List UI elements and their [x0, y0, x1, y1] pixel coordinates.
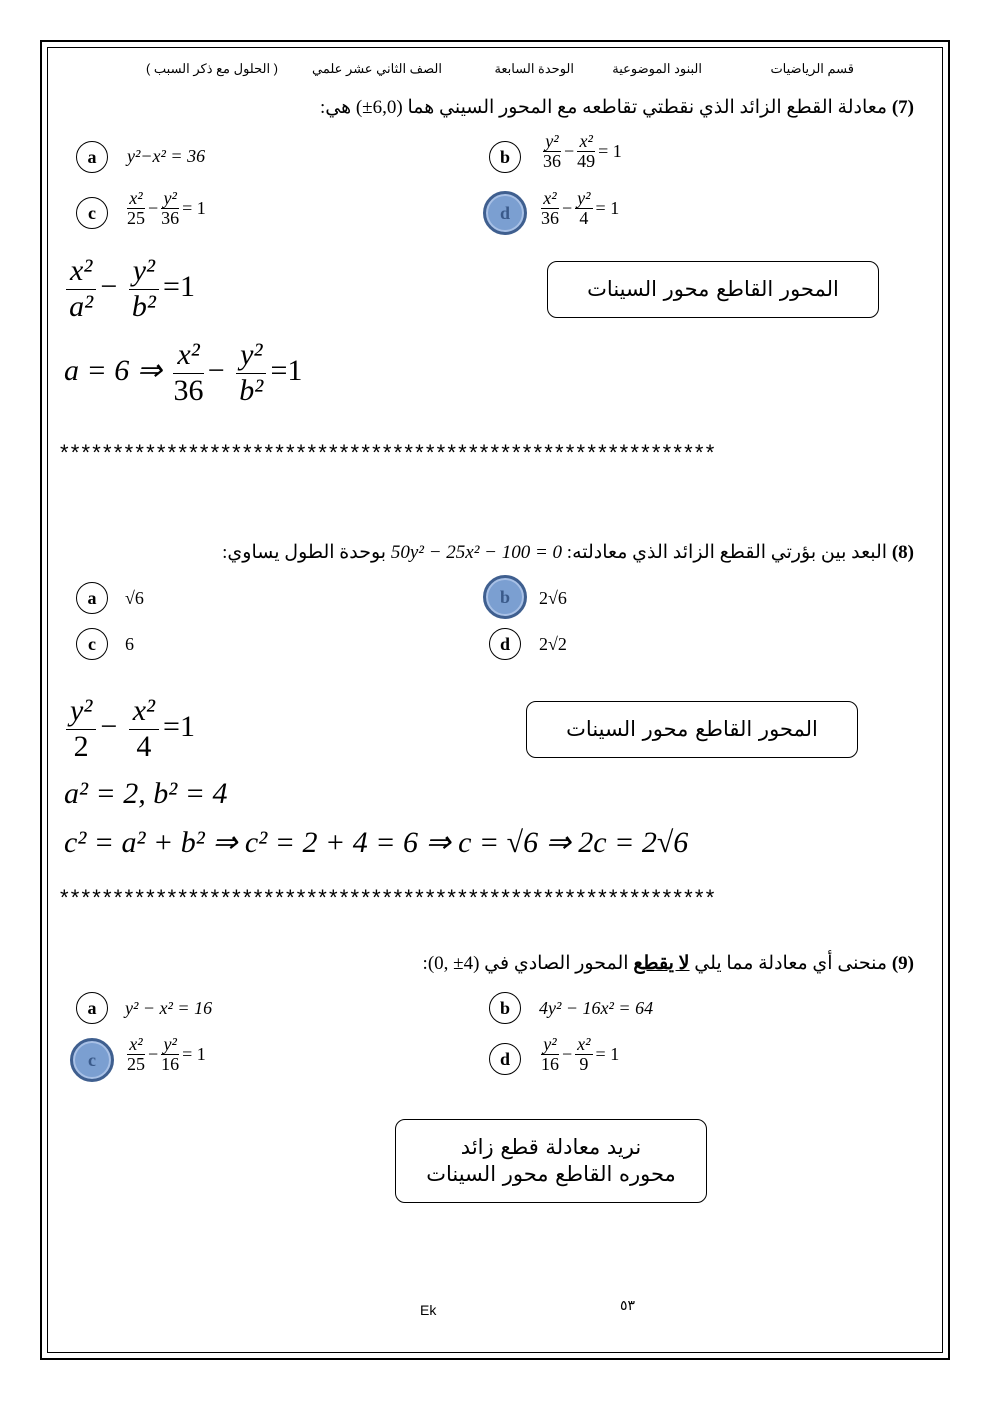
frac-den: 16 [161, 1053, 180, 1074]
frac-den: 16 [541, 1053, 559, 1074]
q9-hint-line2: محوره القاطع محور السينات [426, 1162, 676, 1186]
q7-option-a[interactable] [127, 146, 205, 167]
q9-emphasis: لا يقطع [633, 953, 690, 974]
q9-option-a[interactable] [125, 998, 212, 1019]
q7-question [320, 96, 914, 119]
q8-text: البعد بين بؤرتي القطع الزائد الذي معادلته: [566, 542, 888, 563]
q8-option-a[interactable] [125, 588, 144, 609]
rhs: =1 [163, 709, 195, 743]
frac-den: 25 [127, 1053, 145, 1074]
rhs: = 1 [598, 140, 622, 161]
expr: 6 [125, 634, 134, 654]
frac-num: x² [129, 694, 159, 730]
frac-num: y² [163, 188, 177, 208]
header-dept: قسم الرياضيات [770, 61, 854, 76]
frac-den: 36 [543, 150, 561, 171]
q7-solution-line2: a = 6 ⇒ $\frac{\text{x²}}{36}$ − $\frac{\text{y²}}{\text{b²}}$ =1 [64, 338, 303, 407]
frac-num: x² [129, 1034, 143, 1054]
rhs: = 1 [595, 197, 620, 218]
header-note: ( الحلول مع ذكر السبب ) [145, 61, 278, 76]
q7-tail: هي: [319, 97, 352, 118]
q8-tail: بوحدة الطول يساوي: [222, 542, 387, 563]
frac-num: x² [577, 1034, 591, 1054]
frac-den: 4 [136, 729, 152, 763]
q7-number: (7) [891, 97, 914, 118]
q7-option-a-circle[interactable]: a [76, 141, 108, 173]
expr: 2√2 [539, 634, 567, 654]
separator-1: ************************************************************* [60, 440, 717, 465]
frac-num: y² [543, 1034, 557, 1054]
rhs: = 1 [595, 1043, 620, 1064]
q7-text: معادلة القطع الزائد الذي نقطتي تقاطعه مع المحور السيني هما [407, 97, 888, 118]
q7-option-a-expr: y²−x² = 36 [127, 146, 206, 166]
q9-option-c-circle-selected[interactable]: c [70, 1038, 114, 1082]
expr: 2√6 [539, 588, 567, 608]
q9-hint-box [395, 1119, 707, 1203]
frac-den: 4 [579, 207, 589, 228]
footer-left-text: Ek [420, 1302, 437, 1318]
separator-2: ************************************************************* [60, 885, 717, 910]
q7-option-b-circle[interactable]: b [489, 141, 521, 173]
frac-den: b² [239, 373, 264, 407]
q7-point: (±6,0) [355, 97, 403, 118]
q7-solution-line1: $\frac{\text{x²}}{\text{a²}}$ − $\frac{\text{y²}}{\text{b²}}$ =1 [62, 254, 195, 324]
q8-option-a-circle[interactable]: a [76, 582, 108, 614]
q9-option-a-circle[interactable]: a [76, 992, 108, 1024]
q9-number: (9) [891, 953, 914, 974]
header-items: البنود الموضوعية [612, 61, 702, 76]
frac-num: y² [66, 694, 96, 730]
expr: y² − x² = 16 [125, 998, 213, 1018]
q7-option-c-circle[interactable]: c [76, 197, 108, 229]
q9-text: منحنى أي معادلة مما يلي [694, 953, 888, 974]
frac-num: y² [129, 254, 159, 290]
q9-option-b-circle[interactable]: b [489, 992, 521, 1024]
frac-num: y² [545, 131, 559, 151]
q8-solution-line3: c² = a² + b² ⇒ c² = 2 + 4 = 6 ⇒ c = √6 ⇒ 2c = 2√6 [64, 826, 689, 859]
q7-option-b[interactable]: $\frac{\text{y²}}{36}$ − $\frac{\text{x²}}{49}$ = 1 [543, 131, 622, 171]
lhs: a = 6 ⇒ [64, 353, 162, 387]
q7-option-c[interactable]: $\frac{\text{x²}}{25}$ − $\frac{\text{y²}}{36}$ = 1 [127, 188, 206, 228]
rhs: = 1 [182, 197, 206, 218]
rhs: =1 [163, 269, 195, 303]
q9-option-b[interactable] [539, 998, 653, 1019]
frac-num: x² [66, 254, 96, 290]
q8-hint-box [526, 701, 858, 758]
header-grade: الصف الثاني عشر علمي [312, 61, 442, 76]
q8-question [222, 541, 914, 564]
q9-text2: المحور الصادي في [484, 953, 629, 974]
expr: √6 [125, 588, 144, 608]
frac-num: y² [236, 338, 266, 374]
q9-option-d[interactable]: $\frac{\text{y²}}{16}$ − $\frac{\text{x²}}{9}$ = 1 [541, 1034, 620, 1074]
frac-den: 49 [577, 150, 596, 171]
q8-equation: 50y² − 25x² − 100 = 0 [390, 542, 563, 563]
q9-option-d-circle[interactable]: d [489, 1043, 521, 1075]
q8-option-d-circle[interactable]: d [489, 628, 521, 660]
frac-den: 2 [73, 729, 89, 763]
q8-number: (8) [891, 542, 914, 563]
frac-den: a² [69, 289, 94, 323]
q8-hint-text: المحور القاطع محور السينات [566, 716, 818, 741]
frac-den: b² [131, 289, 156, 323]
q7-hint-text: المحور القاطع محور السينات [587, 276, 839, 301]
frac-num: x² [129, 188, 143, 208]
q8-option-b-circle-selected[interactable]: b [483, 575, 527, 619]
frac-num: y² [163, 1034, 177, 1054]
page-number: ٥٣ [620, 1298, 636, 1314]
q7-option-d-circle-selected[interactable]: d [483, 191, 527, 235]
rhs: =1 [270, 353, 303, 387]
frac-num: x² [579, 131, 593, 151]
q9-hint-line1: نريد معادلة قطع زائد [460, 1134, 642, 1159]
q7-option-d[interactable]: $\frac{\text{x²}}{36}$ − $\frac{\text{y²}}{4}$ = 1 [541, 188, 620, 228]
q8-option-b[interactable] [539, 588, 567, 609]
q9-option-c[interactable]: $\frac{\text{x²}}{25}$ − $\frac{\text{y²}}{16}$ = 1 [127, 1034, 206, 1074]
header-unit: الوحدة السابعة [494, 61, 574, 76]
q9-question [423, 952, 914, 975]
frac-den: 36 [161, 207, 180, 228]
frac-den: 36 [173, 373, 204, 407]
frac-num: x² [543, 188, 557, 208]
q8-option-c[interactable] [125, 634, 134, 655]
expr: 4y² − 16x² = 64 [539, 998, 654, 1018]
q8-option-c-circle[interactable]: c [76, 628, 108, 660]
frac-num: x² [173, 338, 203, 374]
frac-den: 25 [127, 207, 145, 228]
q9-point: (0, ±4) [427, 953, 480, 974]
rhs: = 1 [182, 1043, 206, 1064]
q8-option-d[interactable] [539, 634, 567, 655]
frac-num: y² [577, 188, 591, 208]
q9-tail: : [422, 953, 428, 974]
q7-hint-box [547, 261, 879, 318]
frac-den: 9 [579, 1053, 589, 1074]
q8-solution-line1: $\frac{\text{y²}}{2}$ − $\frac{\text{x²}}{4}$ =1 [62, 694, 195, 764]
q8-solution-line2: a² = 2, b² = 4 [64, 777, 228, 810]
frac-den: 36 [541, 207, 559, 228]
